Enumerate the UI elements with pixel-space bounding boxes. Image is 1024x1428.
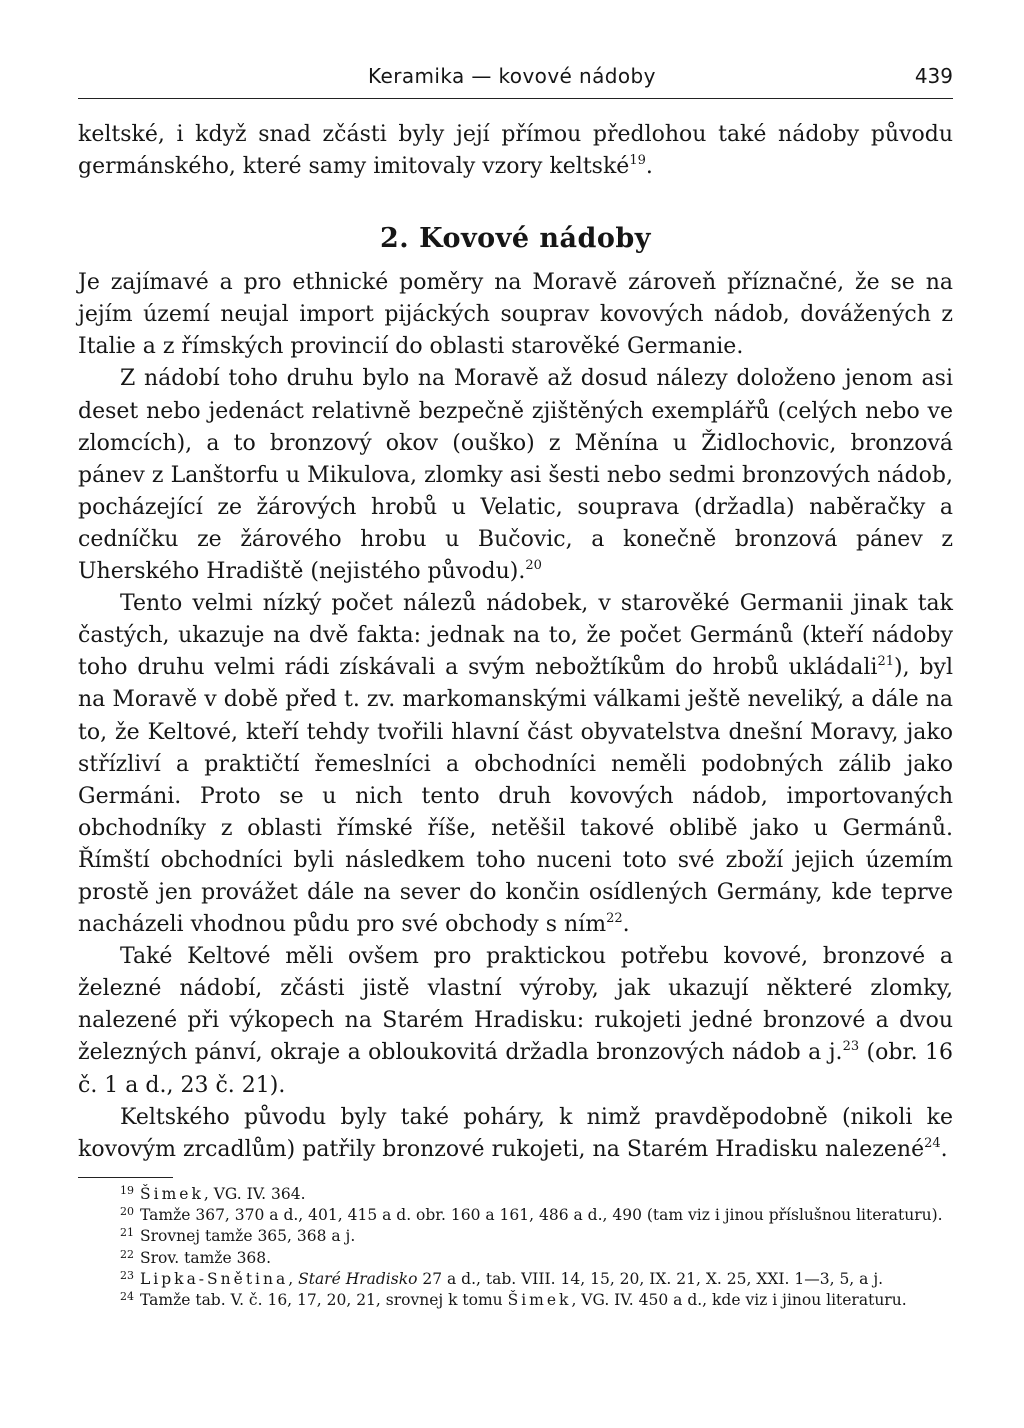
intro-text: keltské, i když snad zčásti byly její přímou předlohou také nádoby původu germánského, které samy imitovaly vzory keltské (78, 122, 953, 180)
footnote-text: 27 a d., tab. VIII. 14, 15, 20, IX. 21, X. 25, XXI. 1—3, 5, a j. (417, 1270, 884, 1288)
footnote-title: Staré Hradisko (298, 1270, 418, 1288)
paragraph-3 (78, 588, 953, 941)
footnote-24 (78, 1290, 953, 1311)
paragraph-3-text-a: Tento velmi nízký počet nálezů nádobek, v starověké Germanii jinak tak častých, ukazuje na dvě fakta: jednak na to, že počet Germánů (kteří nádoby toho druhu velmi rádi získávali a svým nebožtíkům do hrobů ukládali (78, 591, 953, 681)
paragraph-4 (78, 941, 953, 1101)
paragraph-4-text-b: (obr. 16 č. 1 a d., 23 č. 21). (78, 1040, 954, 1098)
footnote-text-before: Tamže tab. V. č. 16, 17, 20, 21, srovnej k tomu (140, 1291, 508, 1310)
footnote-author: Šimek (140, 1184, 204, 1203)
footnote-number: 23 (120, 1269, 134, 1282)
paragraph-3-text-b: ), byl na Moravě v době před t. zv. markomanskými válkami ještě neveliký, a dále na to, že Keltové, kteří tehdy tvořili hlavní část obyvatelstva dnešní Moravy, jako střízliví a praktičtí řemeslníci a obchodníci neměli podobných zálib jako Germáni. Proto se u nich tento druh kovových nádob, importovaných obchodníky z oblasti římské říše, netěšil takové oblibě jako u Germánů. Římští obchodníci byli následkem toho nuceni toto své zboží jejich územím prostě jen provážet dále na sever do končin osídlených Germány, kde teprve nacházeli vhodnou půdu pro své obchody s ním (78, 655, 953, 938)
note-ref-21: 21 (877, 654, 894, 670)
footnote-text: Tamže 367, 370 a d., 401, 415 a d. obr. 160 a 161, 486 a d., 490 (tam viz i jinou příslušnou literaturu). (140, 1206, 943, 1225)
footnote-text: Srovnej tamže 365, 368 a j. (140, 1227, 356, 1246)
footnote-19 (78, 1184, 953, 1205)
footnote-text: , VG. IV. 364. (203, 1184, 306, 1203)
paragraph-5 (78, 1102, 953, 1166)
footnote-21 (78, 1226, 953, 1247)
paragraph-5-text: Keltského původu byly také poháry, k nimž pravděpodobně (nikoli ke kovovým zrcadlům) patřily bronzové rukojeti, na Starém Hradisku nalezené (78, 1104, 953, 1162)
paragraph-1 (78, 267, 953, 363)
footnote-number: 21 (120, 1226, 134, 1240)
footnote-number: 22 (120, 1247, 134, 1261)
running-header (78, 58, 953, 99)
footnote-number: 24 (120, 1290, 134, 1304)
section-heading: 2. Kovové nádoby (379, 223, 651, 255)
footnote-number: 20 (120, 1205, 134, 1219)
footnote-text: Srov. tamže 368. (140, 1248, 272, 1267)
page (78, 58, 953, 1312)
body-text (78, 119, 953, 1166)
intro-tail: . (645, 154, 653, 180)
footnote-20 (78, 1205, 953, 1226)
paragraph-3-tail: . (622, 912, 630, 938)
footnote-divider (78, 1177, 173, 1178)
footnote-text: , VG. IV. 450 a d., kde viz i jinou literaturu. (571, 1291, 907, 1310)
note-ref-24: 24 (924, 1135, 941, 1151)
intro-paragraph (78, 119, 953, 183)
footnote-22 (78, 1248, 953, 1269)
footnote-number: 19 (120, 1183, 134, 1197)
paragraph-4-text-a: Také Keltové měli ovšem pro praktickou potřebu kovové, bronzové a železné nádobí, zčásti jistě vlastní výroby, jak ukazují některé zlomky, nalezené při výkopech na Starém Hradisku: rukojeti jedné bronzové a dvou železných pánví, okraje a obloukovitá držadla bronzových nádob a j. (78, 944, 953, 1066)
note-ref-19: 19 (629, 153, 646, 169)
footnote-23 (78, 1269, 953, 1290)
paragraph-2-text: Z nádobí toho druhu bylo na Moravě až dosud nálezy doloženo jenom asi deset nebo jedenáct relativně bezpečně zjištěných exemplářů (celých nebo ve zlomcích), a to bronzový okov (ouško) z Měnína u Židlochovic, bronzová pánev z Lanštorfu u Mikulova, zlomky asi šesti nebo sedmi bronzových nádob, pocházející ze žárových hrobů u Velatic, souprava (držadla) naběračky a cedníčku ze žárového hrobu u Bučovic, a konečně bronzová pánev z Uherského Hradiště (nejistého původu). (78, 366, 953, 585)
footnote-author: Lipka-Snětina (140, 1270, 289, 1288)
paragraph-1-text: Je zajímavé a pro ethnické poměry na Moravě zároveň příznačné, že se na jejím území neujal import pijáckých souprav kovových nádob, dovážených z Italie a z římských provincií do oblasti starověké Germanie. (78, 270, 953, 360)
footnotes (78, 1184, 953, 1312)
note-ref-22: 22 (606, 911, 623, 927)
note-ref-20: 20 (525, 558, 542, 574)
footnote-separator: , (288, 1270, 299, 1288)
running-title: Keramika — kovové nádoby (368, 64, 656, 88)
footnote-author: Šimek (507, 1291, 572, 1310)
paragraph-2 (78, 363, 953, 588)
note-ref-23: 23 (842, 1039, 860, 1055)
paragraph-5-tail: . (940, 1136, 948, 1162)
page-number: 439 (914, 64, 953, 88)
